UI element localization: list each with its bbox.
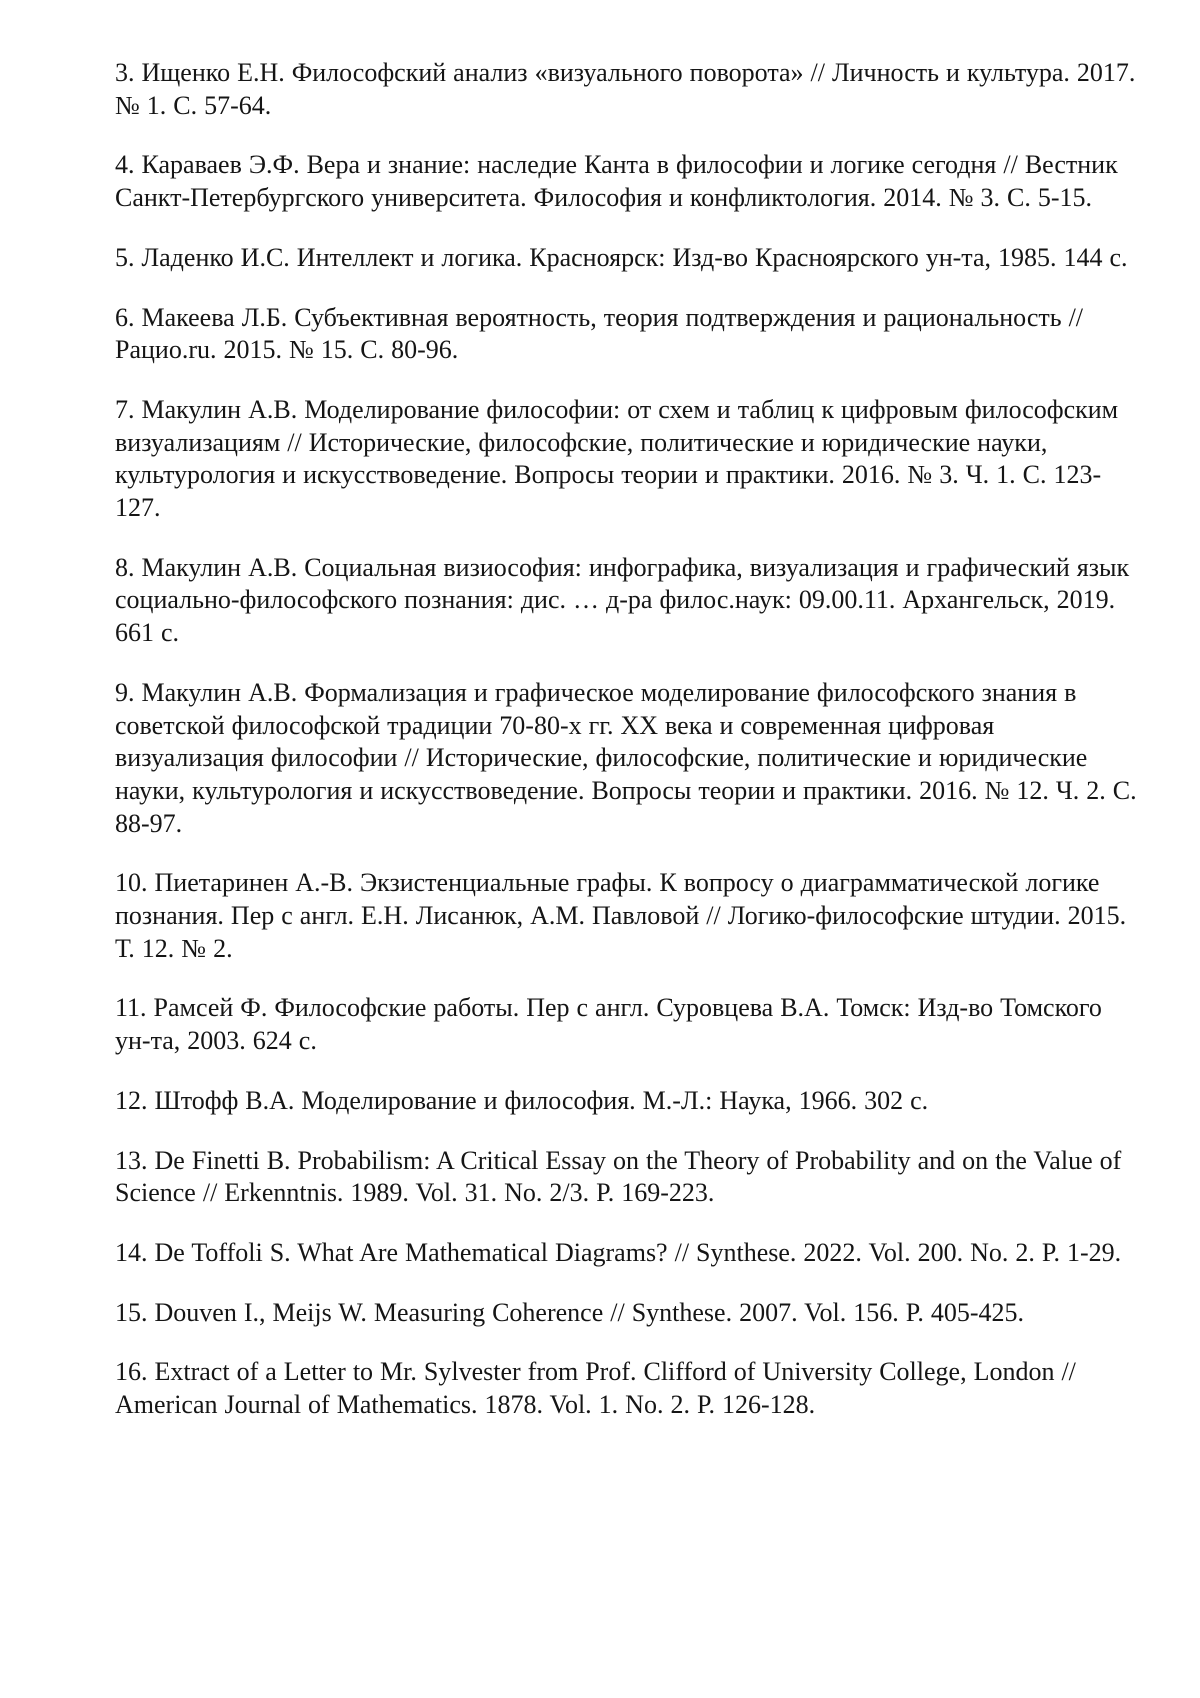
- reference-item-13: 13. De Finetti B. Probabilism: A Critical Essay on the Theory of Probability and on the Value of Science // Erkenntnis. 1989. Vol. 31. No. 2/3. P. 169-223.: [115, 1145, 1140, 1210]
- reference-item-14: 14. De Toffoli S. What Are Mathematical Diagrams? // Synthese. 2022. Vol. 200. No. 2. P. 1-29.: [115, 1237, 1140, 1270]
- reference-item-3: 3. Ищенко Е.Н. Философский анализ «визуального поворота» // Личность и культура. 2017. № 1. С. 57-64.: [115, 57, 1140, 122]
- reference-item-15: 15. Douven I., Meijs W. Measuring Coherence // Synthese. 2007. Vol. 156. P. 405-425.: [115, 1297, 1140, 1330]
- reference-item-8: 8. Макулин А.В. Социальная визиософия: инфографика, визуализация и графический язык социально-философского познания: дис. … д-ра филос.наук: 09.00.11. Архангельск, 2019. 661 с.: [115, 552, 1140, 650]
- reference-item-4: 4. Караваев Э.Ф. Вера и знание: наследие Канта в философии и логике сегодня // Вестник Санкт-Петербургского университета. Философия и конфликтология. 2014. № 3. С. 5-15.: [115, 149, 1140, 214]
- reference-item-16: 16. Extract of a Letter to Mr. Sylvester from Prof. Clifford of University College, London // American Journal of Mathematics. 1878. Vol. 1. No. 2. P. 126-128.: [115, 1356, 1140, 1421]
- reference-item-7: 7. Макулин А.В. Моделирование философии: от схем и таблиц к цифровым философским визуализациям // Исторические, философские, политические и юридические науки, культурология и искусствоведение. Вопросы теории и практики. 2016. № 3. Ч. 1. С. 123-127.: [115, 394, 1140, 525]
- reference-item-10: 10. Пиетаринен А.-В. Экзистенциальные графы. К вопросу о диаграмматической логике познания. Пер с англ. Е.Н. Лисанюк, А.М. Павловой // Логико-философские штудии. 2015. Т. 12. № 2.: [115, 867, 1140, 965]
- reference-item-6: 6. Макеева Л.Б. Субъективная вероятность, теория подтверждения и рациональность // Рацио.ru. 2015. № 15. С. 80-96.: [115, 302, 1140, 367]
- reference-item-12: 12. Штофф В.А. Моделирование и философия. М.-Л.: Наука, 1966. 302 с.: [115, 1085, 1140, 1118]
- document-page: [0, 0, 1200, 1698]
- reference-item-9: 9. Макулин А.В. Формализация и графическое моделирование философского знания в советской философской традиции 70-80-х гг. XX века и современная цифровая визуализация философии // Исторические, философские, политические и юридические науки, культурология и искусствоведение. Вопросы теории и практики. 2016. № 12. Ч. 2. С. 88-97.: [115, 677, 1140, 841]
- reference-item-11: 11. Рамсей Ф. Философские работы. Пер с англ. Суровцева В.А. Томск: Изд-во Томского ун-та, 2003. 624 с.: [115, 992, 1140, 1057]
- reference-item-5: 5. Ладенко И.С. Интеллект и логика. Красноярск: Изд-во Красноярского ун-та, 1985. 144 с.: [115, 242, 1140, 275]
- reference-list: [115, 57, 1140, 1422]
